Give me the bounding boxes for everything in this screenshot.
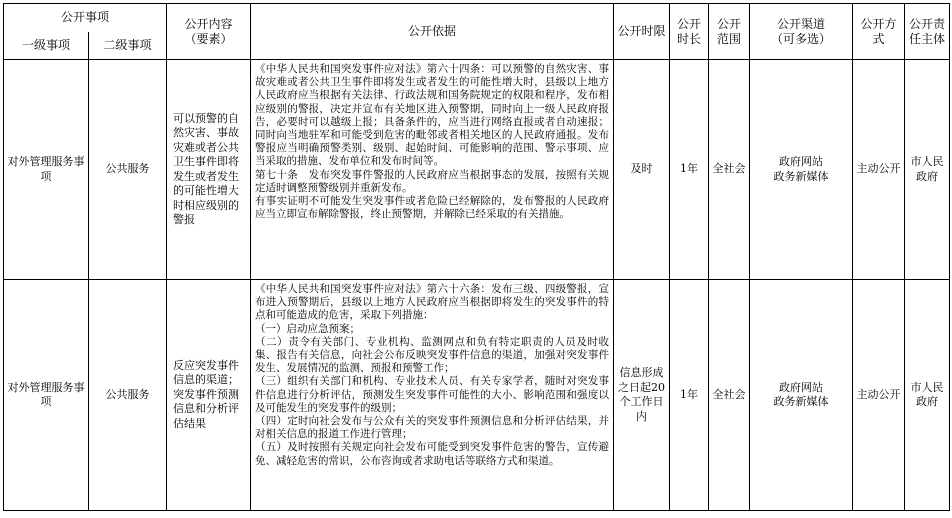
row-level1: 对外管理服务事项: [4, 280, 89, 511]
row-time-limit: 及时: [614, 60, 670, 280]
header-basis: 公开依据: [251, 4, 614, 60]
header-channel-line1: 公开渠道: [777, 16, 826, 31]
header-channel: [750, 4, 853, 60]
row-time-limit: 信息形成之日起20个工作日内: [614, 280, 670, 511]
table-row: [4, 60, 950, 280]
row-duration: 1年: [670, 60, 709, 280]
basis-paragraph: 有事实证明不可能发生突发事件或者危险已经解除的，发布警报的人民政府应当立即宣布解除警报，终止预警期，并解除已经采取的有关措施。: [255, 195, 610, 221]
row-content: 可以预警的自然灾害、事故灾难或者公共卫生事件即将发生或者发生的可能性增大时相应级别的警报: [167, 60, 251, 280]
row-basis: [251, 280, 614, 511]
basis-paragraph: （二）责令有关部门、专业机构、监测网点和负有特定职责的人员及时收集、报告有关信息，向社会公布反映突发事件信息的渠道，加强对突发事件发生、发展情况的监测、预报和预警工作；: [255, 335, 610, 375]
header-time-limit: 公开时限: [614, 4, 670, 60]
basis-paragraph: 第七十条 发布突发事件警报的人民政府应当根据事态的发展，按照有关规定适时调整预警级别并重新发布。: [255, 168, 610, 194]
row-scope: 全社会: [709, 280, 750, 511]
row-method: 主动公开: [853, 60, 905, 280]
header-channel-line2: （可多选）: [771, 31, 832, 46]
row-level2: 公共服务: [89, 60, 167, 280]
basis-paragraph: （三）组织有关部门和机构、专业技术人员、有关专家学者，随时对突发事件信息进行分析评估，预测发生突发事件可能性的大小、影响范围和强度以及可能发生的突发事件的级别；: [255, 375, 610, 414]
header-duration: 公开时长: [670, 4, 709, 60]
row-subject: 市人民政府: [905, 280, 950, 511]
row-level1: 对外管理服务事项: [4, 60, 89, 280]
header-content-line1: 公开内容: [184, 16, 233, 31]
header-content: [167, 4, 251, 60]
basis-paragraph: （一）启动应急预案；: [255, 322, 361, 335]
disclosure-table: [3, 3, 950, 511]
header-level1: 一级事项: [4, 32, 89, 60]
basis-paragraph: 《中华人民共和国突发事件应对法》第六十四条：可以预警的自然灾害、事故灾难或者公共卫生事件即将发生或者发生的可能性增大时，县级以上地方人民政府应当根据有关法律、行政法规和国务院规定的权限和程序，发布相应级别的警报，决定并宣布有关地区进入预警期，同时向上一级人民政府报告，必要时可以越级上报；具备条件的，应当进行网络直报或者自动速报；同时向当地驻军和可能受到危害的毗邻或者相关地区的人民政府通报。发布警报应当明确预警类别、级别、起始时间、可能影响的范围、警示事项、应当采取的措施、发布单位和发布时间等。: [255, 63, 610, 168]
table-row: [4, 280, 950, 511]
row-scope: 全社会: [709, 60, 750, 280]
row-level2: 公共服务: [89, 280, 167, 511]
header-content-line2: （要素）: [184, 31, 233, 46]
row-channel: 政府网站 政务新媒体: [750, 60, 853, 280]
row-channel: 政府网站 政务新媒体: [750, 280, 853, 511]
basis-paragraph: （五）及时按照有关规定向社会发布可能受到突发事件危害的警告，宣传避免、减轻危害的常识，公布咨询或者求助电话等联络方式和渠道。: [255, 441, 610, 467]
header-method: 公开方式: [853, 4, 905, 60]
header-subject: 公开责任主体: [905, 4, 950, 60]
basis-paragraph: 《中华人民共和国突发事件应对法》第六十六条：发布三级、四级警报，宣布进入预警期后，县级以上地方人民政府应当根据即将发生的突发事件的特点和可能造成的危害，采取下列措施：: [255, 283, 610, 322]
row-method: 主动公开: [853, 280, 905, 511]
row-content: 反应突发事件信息的渠道；突发事件预测信息和分析评估结果: [167, 280, 251, 511]
row-duration: 1年: [670, 280, 709, 511]
row-subject: 市人民政府: [905, 60, 950, 280]
row-basis: [251, 60, 614, 280]
header-scope: 公开范围: [709, 4, 750, 60]
basis-paragraph: （四）定时向社会发布与公众有关的突发事件预测信息和分析评估结果，并对相关信息的报道工作进行管理；: [255, 415, 610, 441]
header-disclosure-item: 公开事项: [4, 4, 167, 32]
header-level2: 二级事项: [89, 32, 167, 60]
